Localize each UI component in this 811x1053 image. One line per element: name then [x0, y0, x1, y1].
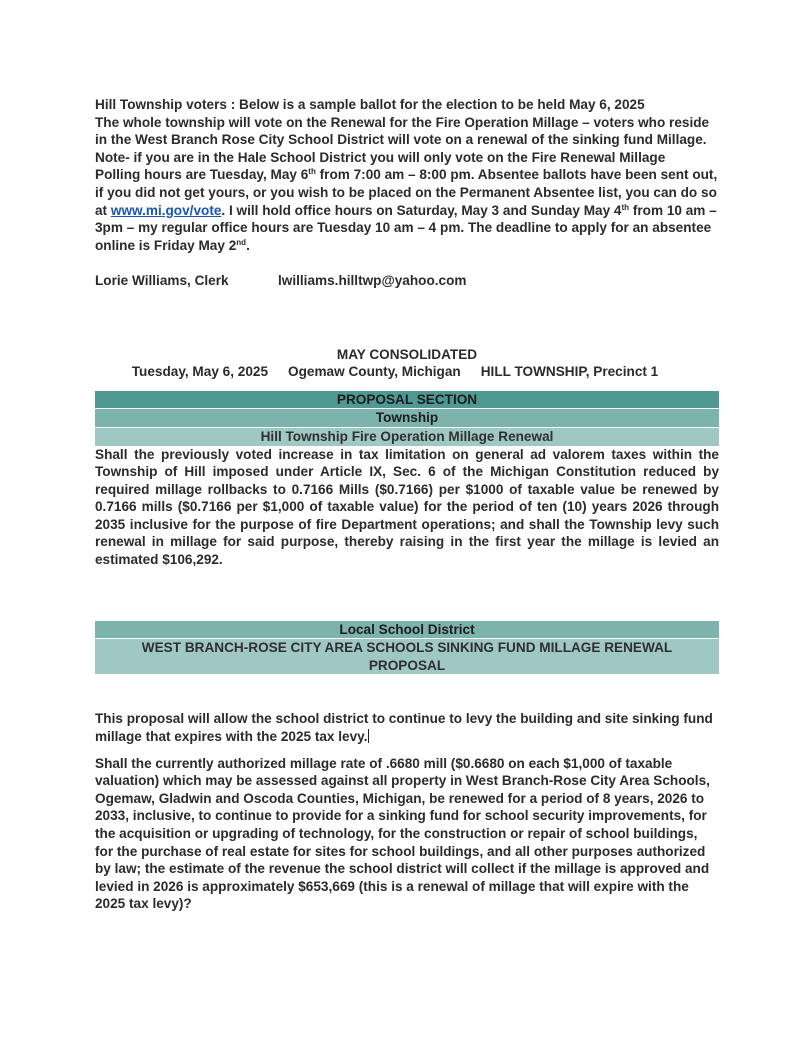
ordinal-suffix: th — [621, 202, 630, 212]
school-question: Shall the currently authorized millage rate of .6680 mill ($0.6680 on each $1,000 of taxable valuation) which may be assessed against all property in West Branch-Rose City Area Schools, Ogemaw, Gladwin and Oscoda Counties, Michigan, be renewed for a period of 8 years, 2026 to 2033, inclusive, to continue to provide for a sinking fund for school security improvements, for the acquisition or upgrading of technology, for the construction or repair of school buildings, for the purchase of real estate for sites for school buildings, and all other purposes authorized by law; the estimate of the revenue the school district will collect if the millage is approved and levied in 2026 is approximately $653,669 (this is a renewal of millage that will expire with the 2025 tax levy)? — [95, 755, 710, 912]
proposal-section-band: PROPOSAL SECTION — [95, 391, 719, 409]
polling-text-a: Polling hours are Tuesday, May 6 — [95, 167, 309, 183]
precinct-name: HILL TOWNSHIP, Precinct 1 — [480, 364, 659, 380]
ordinal-suffix: nd — [236, 237, 247, 247]
intro-section — [95, 96, 719, 290]
polling-text-b: from 7:00 am – 8:00 pm. Absentee ballots have been sent out, if you did not get yours, or you wish to be placed on the Permanent Absentee list, you can do so at — [95, 167, 718, 218]
clerk-name: Lorie Williams, Clerk — [95, 272, 229, 288]
document-page — [95, 96, 719, 922]
ordinal-suffix: th — [308, 167, 316, 177]
school-summary — [95, 710, 719, 745]
polling-text-d: from 10 am – 3pm – my regular office hours are Tuesday 10 am – 4 pm. The deadline to apply for an absentee online is Friday May 2 — [95, 202, 717, 253]
school-summary-text: This proposal will allow the school district to continue to levy the building and site sinking fund millage that expires with the 2025 tax levy. — [95, 711, 713, 745]
ballot-details — [95, 363, 719, 381]
clerk-email: lwilliams.hilltwp@yahoo.com — [278, 272, 467, 288]
school-proposal-title: WEST BRANCH-ROSE CITY AREA SCHOOLS SINKING FUND MILLAGE RENEWAL PROPOSAL — [95, 638, 719, 674]
text-cursor — [368, 729, 369, 743]
election-date: Tuesday, May 6, 2025 — [131, 364, 269, 380]
clerk-signature — [95, 272, 719, 290]
fire-millage-title: Hill Township Fire Operation Millage Renewal — [95, 427, 719, 446]
township-band: Township — [95, 408, 719, 427]
school-district-band: Local School District — [95, 620, 719, 639]
county-name: Ogemaw County, Michigan — [288, 364, 461, 380]
polling-text-c: . I will hold office hours on Saturday, May 3 and Sunday May 4 — [221, 202, 622, 218]
ballot-header — [95, 346, 719, 381]
school-section — [95, 620, 719, 675]
intro-paragraph: The whole township will vote on the Renewal for the Fire Operation Millage – voters who reside in the West Branch Rose City School District will vote on a renewal of the sinking fund Millage. Note- if you are in the Hale School District you will only vote on the Fire Renewal Millage — [95, 114, 710, 165]
ballot-title: MAY CONSOLIDATED — [336, 346, 478, 362]
school-proposal-body — [95, 710, 719, 913]
vote-link[interactable]: www.mi.gov/vote — [110, 202, 222, 218]
fire-millage-text: Shall the previously voted increase in tax limitation on general ad valorem taxes within the Township of Hill imposed under Article IX, Sec. 6 of the Michigan Constitution reduced by required millage rollbacks to 0.7166 Mills ($0.7166) per $1000 of taxable value be renewed by 0.7166 mills ($0.7166 per $1,000 of taxable value) for the period of ten (10) years 2026 through 2035 inclusive for the purpose of fire Department operations; and shall the Township levy such renewal in millage for said purpose, thereby raising in the first year the millage is levied an estimated $106,292. — [95, 446, 719, 568]
intro-heading: Hill Township voters : Below is a sample ballot for the election to be held May 6, 2025 — [95, 97, 645, 112]
polling-paragraph — [95, 166, 719, 254]
blank-line — [95, 254, 719, 272]
polling-text-e: . — [246, 237, 250, 253]
